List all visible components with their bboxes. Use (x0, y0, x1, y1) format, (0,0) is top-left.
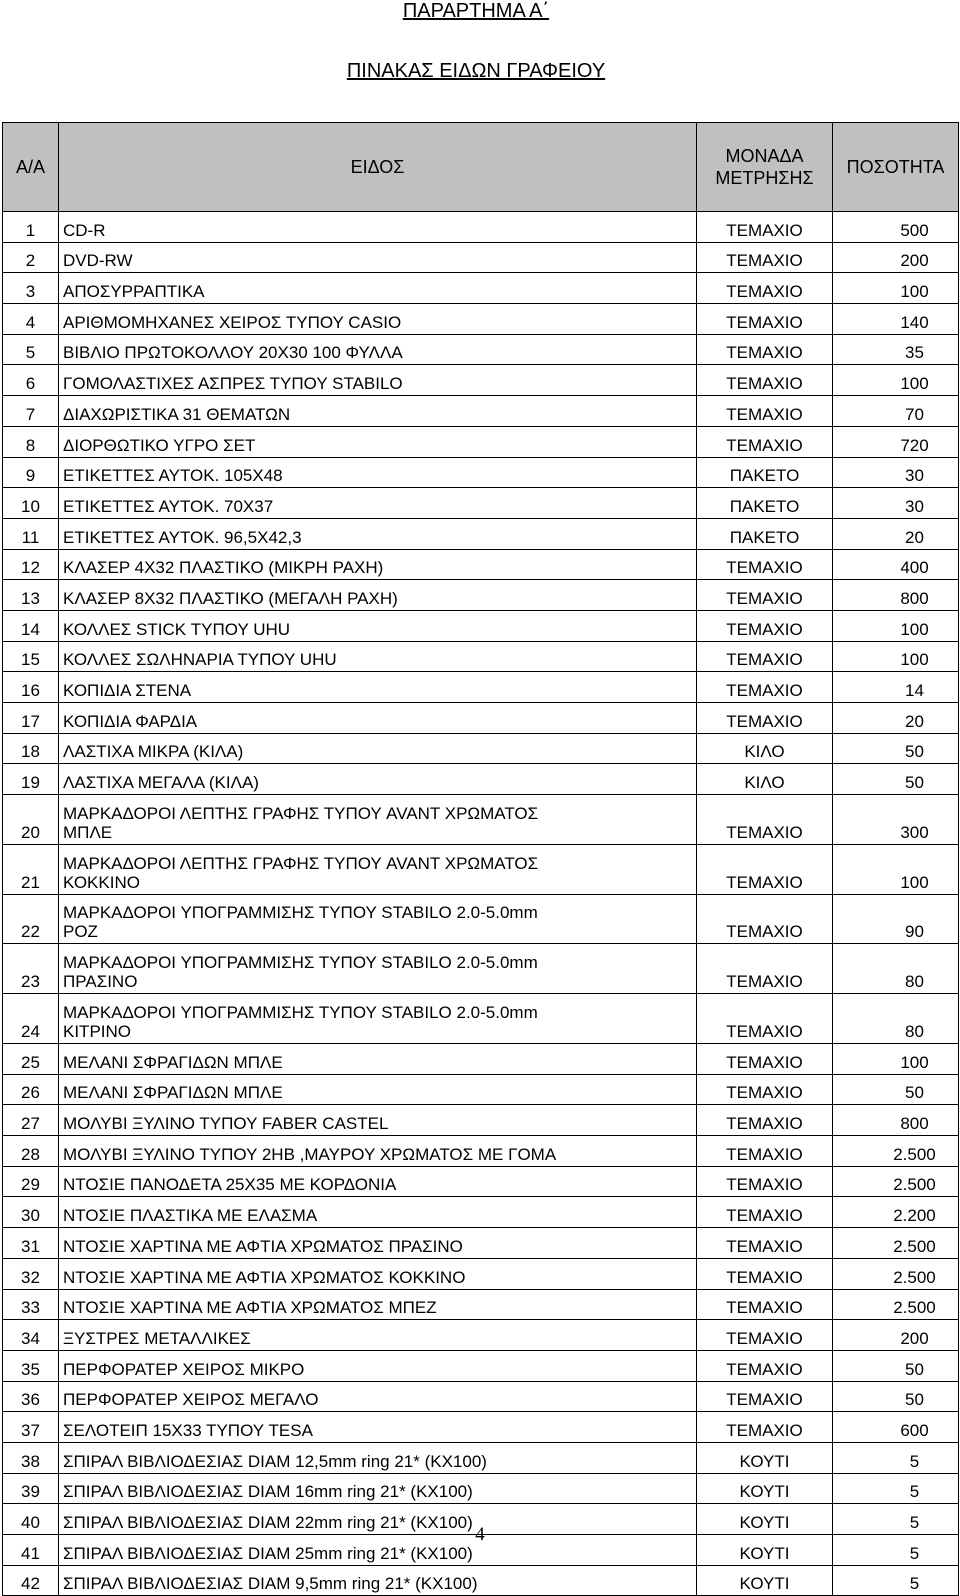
unit-of-measure: ΤΕΜΑΧΙΟ (697, 795, 833, 845)
quantity: 2.200 (833, 1197, 959, 1228)
row-number: 25 (3, 1044, 59, 1075)
quantity: 5 (833, 1473, 959, 1504)
row-number: 8 (3, 426, 59, 457)
table-row (3, 1197, 959, 1228)
quantity: 20 (833, 518, 959, 549)
item-name: ΚΛΑΣΕΡ 4Χ32 ΠΛΑΣΤΙΚΟ (ΜΙΚΡΗ ΡΑΧΗ) (59, 549, 697, 580)
row-number: 6 (3, 365, 59, 396)
row-number: 36 (3, 1381, 59, 1412)
quantity: 50 (833, 764, 959, 795)
row-number: 12 (3, 549, 59, 580)
row-number: 37 (3, 1412, 59, 1443)
unit-of-measure: ΤΕΜΑΧΙΟ (697, 1044, 833, 1075)
quantity: 2.500 (833, 1166, 959, 1197)
item-name: ΚΟΛΛΕΣ ΣΩΛΗΝΑΡΙΑ ΤΥΠΟΥ UHU (59, 641, 697, 672)
unit-of-measure: ΤΕΜΑΧΙΟ (697, 242, 833, 273)
quantity: 400 (833, 549, 959, 580)
table-row (3, 1258, 959, 1289)
col-header-aa: Α/Α (3, 123, 59, 212)
unit-of-measure: ΤΕΜΑΧΙΟ (697, 1136, 833, 1167)
col-header-item: ΕΙΔΟΣ (59, 123, 697, 212)
row-number: 31 (3, 1228, 59, 1259)
item-name: ΝΤΟΣΙΕ ΧΑΡΤΙΝΑ ΜΕ ΑΦΤΙΑ ΧΡΩΜΑΤΟΣ ΠΡΑΣΙΝΟ (59, 1228, 697, 1259)
unit-of-measure: ΤΕΜΑΧΙΟ (697, 1228, 833, 1259)
row-number: 15 (3, 641, 59, 672)
item-name: ΛΑΣΤΙΧΑ ΜΙΚΡΑ (ΚΙΛΑ) (59, 733, 697, 764)
unit-of-measure: ΠΑΚΕΤΟ (697, 518, 833, 549)
item-name: ΔΙΑΧΩΡΙΣΤΙΚΑ 31 ΘΕΜΑΤΩΝ (59, 396, 697, 427)
table-row (3, 304, 959, 335)
quantity: 50 (833, 1350, 959, 1381)
row-number: 19 (3, 764, 59, 795)
item-name: ΜΕΛΑΝΙ ΣΦΡΑΓΙΔΩΝ ΜΠΛΕ (59, 1074, 697, 1105)
items-table (2, 122, 959, 1596)
unit-of-measure: ΚΟΥΤΙ (697, 1504, 833, 1535)
item-name: ΣΠΙΡΑΛ ΒΙΒΛΙΟΔΕΣΙΑΣ DIAM 22mm ring 21* (KX100) (59, 1504, 697, 1535)
row-number: 13 (3, 580, 59, 611)
quantity: 200 (833, 242, 959, 273)
item-name: DVD-RW (59, 242, 697, 273)
unit-of-measure: ΤΕΜΑΧΙΟ (697, 1166, 833, 1197)
table-row (3, 580, 959, 611)
unit-of-measure: ΚΟΥΤΙ (697, 1565, 833, 1596)
item-name: ΝΤΟΣΙΕ ΧΑΡΤΙΝΑ ΜΕ ΑΦΤΙΑ ΧΡΩΜΑΤΟΣ ΜΠΕΖ (59, 1289, 697, 1320)
item-name: ΚΟΛΛΕΣ STICK ΤΥΠΟΥ UHU (59, 610, 697, 641)
row-number: 11 (3, 518, 59, 549)
table-body (3, 212, 959, 1596)
unit-of-measure: ΤΕΜΑΧΙΟ (697, 304, 833, 335)
item-name: ΣΕΛΟΤΕΙΠ 15Χ33 ΤΥΠΟΥ TESA (59, 1412, 697, 1443)
row-number: 38 (3, 1442, 59, 1473)
unit-of-measure: ΤΕΜΑΧΙΟ (697, 273, 833, 304)
table-row (3, 334, 959, 365)
quantity: 600 (833, 1412, 959, 1443)
row-number: 34 (3, 1320, 59, 1351)
quantity: 80 (833, 944, 959, 994)
unit-of-measure: ΤΕΜΑΧΙΟ (697, 426, 833, 457)
table-row (3, 610, 959, 641)
item-name: ΜΕΛΑΝΙ ΣΦΡΑΓΙΔΩΝ ΜΠΛΕ (59, 1044, 697, 1075)
table-row (3, 844, 959, 894)
row-number: 41 (3, 1535, 59, 1566)
row-number: 17 (3, 703, 59, 734)
unit-of-measure: ΤΕΜΑΧΙΟ (697, 1412, 833, 1443)
row-number: 23 (3, 944, 59, 994)
item-name: ΠΕΡΦΟΡΑΤΕΡ ΧΕΙΡΟΣ ΜΕΓΑΛΟ (59, 1381, 697, 1412)
item-name: ΞΥΣΤΡΕΣ ΜΕΤΑΛΛΙΚΕΣ (59, 1320, 697, 1351)
item-name: CD-R (59, 212, 697, 243)
unit-of-measure: ΤΕΜΑΧΙΟ (697, 1320, 833, 1351)
quantity: 2.500 (833, 1258, 959, 1289)
quantity: 5 (833, 1504, 959, 1535)
item-name: ΣΠΙΡΑΛ ΒΙΒΛΙΟΔΕΣΙΑΣ DIAM 16mm ring 21* (KX100) (59, 1473, 697, 1504)
unit-of-measure: ΤΕΜΑΧΙΟ (697, 580, 833, 611)
item-name: ΝΤΟΣΙΕ ΠΑΝΟΔΕΤΑ 25Χ35 ΜΕ ΚΟΡΔΟΝΙΑ (59, 1166, 697, 1197)
table-row (3, 764, 959, 795)
col-header-quantity: ΠΟΣΟΤΗΤΑ (833, 123, 959, 212)
unit-of-measure: ΤΕΜΑΧΙΟ (697, 994, 833, 1044)
unit-of-measure: ΚΟΥΤΙ (697, 1442, 833, 1473)
quantity: 200 (833, 1320, 959, 1351)
quantity: 14 (833, 672, 959, 703)
row-number: 29 (3, 1166, 59, 1197)
table-row (3, 365, 959, 396)
unit-of-measure: ΤΕΜΑΧΙΟ (697, 1289, 833, 1320)
table-row (3, 242, 959, 273)
row-number: 24 (3, 994, 59, 1044)
table-row (3, 396, 959, 427)
table-row (3, 1044, 959, 1075)
quantity: 2.500 (833, 1289, 959, 1320)
row-number: 42 (3, 1565, 59, 1596)
table-row (3, 212, 959, 243)
quantity: 30 (833, 488, 959, 519)
quantity: 2.500 (833, 1136, 959, 1167)
unit-of-measure: ΤΕΜΑΧΙΟ (697, 212, 833, 243)
quantity: 140 (833, 304, 959, 335)
quantity: 50 (833, 733, 959, 764)
row-number: 27 (3, 1105, 59, 1136)
quantity: 5 (833, 1565, 959, 1596)
unit-of-measure: ΤΕΜΑΧΙΟ (697, 1074, 833, 1105)
row-number: 9 (3, 457, 59, 488)
table-row (3, 1381, 959, 1412)
table-row (3, 1074, 959, 1105)
row-number: 1 (3, 212, 59, 243)
row-number: 4 (3, 304, 59, 335)
table-row (3, 1320, 959, 1351)
unit-of-measure: ΤΕΜΑΧΙΟ (697, 894, 833, 944)
table-row (3, 1136, 959, 1167)
table-row (3, 273, 959, 304)
quantity: 800 (833, 1105, 959, 1136)
item-name: ΝΤΟΣΙΕ ΧΑΡΤΙΝΑ ΜΕ ΑΦΤΙΑ ΧΡΩΜΑΤΟΣ ΚΟΚΚΙΝΟ (59, 1258, 697, 1289)
row-number: 5 (3, 334, 59, 365)
item-name: ΕΤΙΚΕΤΤΕΣ ΑΥΤΟΚ. 70Χ37 (59, 488, 697, 519)
quantity: 100 (833, 365, 959, 396)
row-number: 20 (3, 795, 59, 845)
unit-of-measure: ΤΕΜΑΧΙΟ (697, 944, 833, 994)
item-name: ΠΕΡΦΟΡΑΤΕΡ ΧΕΙΡΟΣ ΜΙΚΡΟ (59, 1350, 697, 1381)
item-name: ΜΟΛΥΒΙ ΞΥΛΙΝΟ ΤΥΠΟΥ 2ΗΒ ,ΜΑΥΡΟΥ ΧΡΩΜΑΤΟΣ ΜΕ ΓΟΜΑ (59, 1136, 697, 1167)
table-row (3, 1105, 959, 1136)
quantity: 5 (833, 1442, 959, 1473)
unit-of-measure: ΚΙΛΟ (697, 764, 833, 795)
row-number: 35 (3, 1350, 59, 1381)
unit-of-measure: ΚΟΥΤΙ (697, 1473, 833, 1504)
item-name: ΚΟΠΙΔΙΑ ΣΤΕΝΑ (59, 672, 697, 703)
table-row (3, 994, 959, 1044)
unit-of-measure: ΤΕΜΑΧΙΟ (697, 1350, 833, 1381)
unit-of-measure: ΤΕΜΑΧΙΟ (697, 549, 833, 580)
unit-of-measure: ΤΕΜΑΧΙΟ (697, 1105, 833, 1136)
item-name: ΣΠΙΡΑΛ ΒΙΒΛΙΟΔΕΣΙΑΣ DIAM 9,5mm ring 21* (KX100) (59, 1565, 697, 1596)
row-number: 10 (3, 488, 59, 519)
item-name: ΜΑΡΚΑΔΟΡΟΙ ΥΠΟΓΡΑΜΜΙΣΗΣ ΤΥΠΟΥ STABILO 2.0-5.0mm ΡΟΖ (59, 894, 697, 944)
unit-of-measure: ΤΕΜΑΧΙΟ (697, 1258, 833, 1289)
table-row (3, 944, 959, 994)
quantity: 5 (833, 1535, 959, 1566)
quantity: 100 (833, 273, 959, 304)
unit-of-measure: ΤΕΜΑΧΙΟ (697, 396, 833, 427)
item-name: ΔΙΟΡΘΩΤΙΚΟ ΥΓΡΟ ΣΕΤ (59, 426, 697, 457)
quantity: 100 (833, 844, 959, 894)
quantity: 80 (833, 994, 959, 1044)
row-number: 30 (3, 1197, 59, 1228)
table-row (3, 795, 959, 845)
table-row (3, 703, 959, 734)
col-header-unit-label: ΜΟΝΑΔΑ ΜΕΤΡΗΣΗΣ (715, 146, 814, 188)
quantity: 100 (833, 641, 959, 672)
unit-of-measure: ΤΕΜΑΧΙΟ (697, 365, 833, 396)
page-title: ΠΙΝΑΚΑΣ ΕΙΔΩΝ ΓΡΑΦΕΙΟΥ (346, 60, 606, 82)
unit-of-measure: ΠΑΚΕΤΟ (697, 457, 833, 488)
quantity: 30 (833, 457, 959, 488)
quantity: 100 (833, 610, 959, 641)
quantity: 100 (833, 1044, 959, 1075)
item-name: ΕΤΙΚΕΤΤΕΣ ΑΥΤΟΚ. 105Χ48 (59, 457, 697, 488)
unit-of-measure: ΤΕΜΑΧΙΟ (697, 641, 833, 672)
table-row (3, 1166, 959, 1197)
table-row (3, 894, 959, 944)
row-number: 16 (3, 672, 59, 703)
table-row (3, 641, 959, 672)
table-row (3, 1289, 959, 1320)
table-row (3, 1473, 959, 1504)
unit-of-measure: ΤΕΜΑΧΙΟ (697, 844, 833, 894)
table-row (3, 549, 959, 580)
item-name: ΜΟΛΥΒΙ ΞΥΛΙΝΟ ΤΥΠΟΥ FABER CASTEL (59, 1105, 697, 1136)
row-number: 3 (3, 273, 59, 304)
unit-of-measure: ΠΑΚΕΤΟ (697, 488, 833, 519)
table-row (3, 1228, 959, 1259)
unit-of-measure: ΤΕΜΑΧΙΟ (697, 672, 833, 703)
row-number: 7 (3, 396, 59, 427)
unit-of-measure: ΤΕΜΑΧΙΟ (697, 1381, 833, 1412)
item-name: ΓΟΜΟΛΑΣΤΙΧΕΣ ΑΣΠΡΕΣ ΤΥΠΟΥ STABILO (59, 365, 697, 396)
quantity: 2.500 (833, 1228, 959, 1259)
quantity: 35 (833, 334, 959, 365)
row-number: 28 (3, 1136, 59, 1167)
item-name: ΚΟΠΙΔΙΑ ΦΑΡΔΙΑ (59, 703, 697, 734)
row-number: 14 (3, 610, 59, 641)
page-number: 4 (475, 1524, 485, 1545)
row-number: 40 (3, 1504, 59, 1535)
annex-heading: ΠΑΡΑΡΤΗΜΑ Α΄ (402, 0, 550, 22)
item-name: ΑΠΟΣΥΡΡΑΠΤΙΚΑ (59, 273, 697, 304)
table-row (3, 1412, 959, 1443)
table-row (3, 1350, 959, 1381)
table-row (3, 672, 959, 703)
unit-of-measure: ΤΕΜΑΧΙΟ (697, 610, 833, 641)
quantity: 800 (833, 580, 959, 611)
item-name: ΜΑΡΚΑΔΟΡΟΙ ΛΕΠΤΗΣ ΓΡΑΦΗΣ ΤΥΠΟΥ AVANT ΧΡΩΜΑΤΟΣ ΚΟΚΚΙΝΟ (59, 844, 697, 894)
unit-of-measure: ΤΕΜΑΧΙΟ (697, 703, 833, 734)
item-name: ΕΤΙΚΕΤΤΕΣ ΑΥΤΟΚ. 96,5Χ42,3 (59, 518, 697, 549)
item-name: ΝΤΟΣΙΕ ΠΛΑΣΤΙΚΑ ΜΕ ΕΛΑΣΜΑ (59, 1197, 697, 1228)
quantity: 20 (833, 703, 959, 734)
unit-of-measure: ΚΙΛΟ (697, 733, 833, 764)
row-number: 18 (3, 733, 59, 764)
table-row (3, 1565, 959, 1596)
item-name: ΑΡΙΘΜΟΜΗΧΑΝΕΣ ΧΕΙΡΟΣ ΤΥΠΟΥ CASIO (59, 304, 697, 335)
table-header (3, 123, 959, 212)
quantity: 70 (833, 396, 959, 427)
quantity: 300 (833, 795, 959, 845)
quantity: 720 (833, 426, 959, 457)
unit-of-measure: ΤΕΜΑΧΙΟ (697, 1197, 833, 1228)
row-number: 32 (3, 1258, 59, 1289)
row-number: 21 (3, 844, 59, 894)
col-header-unit (697, 123, 833, 212)
table-row (3, 426, 959, 457)
item-name: ΜΑΡΚΑΔΟΡΟΙ ΛΕΠΤΗΣ ΓΡΑΦΗΣ ΤΥΠΟΥ AVANT ΧΡΩΜΑΤΟΣ ΜΠΛΕ (59, 795, 697, 845)
row-number: 2 (3, 242, 59, 273)
unit-of-measure: ΤΕΜΑΧΙΟ (697, 334, 833, 365)
unit-of-measure: ΚΟΥΤΙ (697, 1535, 833, 1566)
item-name: ΜΑΡΚΑΔΟΡΟΙ ΥΠΟΓΡΑΜΜΙΣΗΣ ΤΥΠΟΥ STABILO 2.0-5.0mm ΠΡΑΣΙΝΟ (59, 944, 697, 994)
row-number: 26 (3, 1074, 59, 1105)
table-row (3, 733, 959, 764)
item-name: ΛΑΣΤΙΧΑ ΜΕΓΑΛΑ (ΚΙΛΑ) (59, 764, 697, 795)
quantity: 50 (833, 1381, 959, 1412)
row-number: 39 (3, 1473, 59, 1504)
table-row (3, 518, 959, 549)
table-row (3, 488, 959, 519)
table-row (3, 457, 959, 488)
quantity: 90 (833, 894, 959, 944)
row-number: 33 (3, 1289, 59, 1320)
item-name: ΚΛΑΣΕΡ 8Χ32 ΠΛΑΣΤΙΚΟ (ΜΕΓΑΛΗ ΡΑΧΗ) (59, 580, 697, 611)
item-name: ΜΑΡΚΑΔΟΡΟΙ ΥΠΟΓΡΑΜΜΙΣΗΣ ΤΥΠΟΥ STABILO 2.0-5.0mm ΚΙΤΡΙΝΟ (59, 994, 697, 1044)
quantity: 500 (833, 212, 959, 243)
quantity: 50 (833, 1074, 959, 1105)
row-number: 22 (3, 894, 59, 944)
item-name: ΣΠΙΡΑΛ ΒΙΒΛΙΟΔΕΣΙΑΣ DIAM 25mm ring 21* (KX100) (59, 1535, 697, 1566)
item-name: ΒΙΒΛΙΟ ΠΡΩΤΟΚΟΛΛΟΥ 20Χ30 100 ΦΥΛΛΑ (59, 334, 697, 365)
table-row (3, 1442, 959, 1473)
item-name: ΣΠΙΡΑΛ ΒΙΒΛΙΟΔΕΣΙΑΣ DIAM 12,5mm ring 21* (KX100) (59, 1442, 697, 1473)
